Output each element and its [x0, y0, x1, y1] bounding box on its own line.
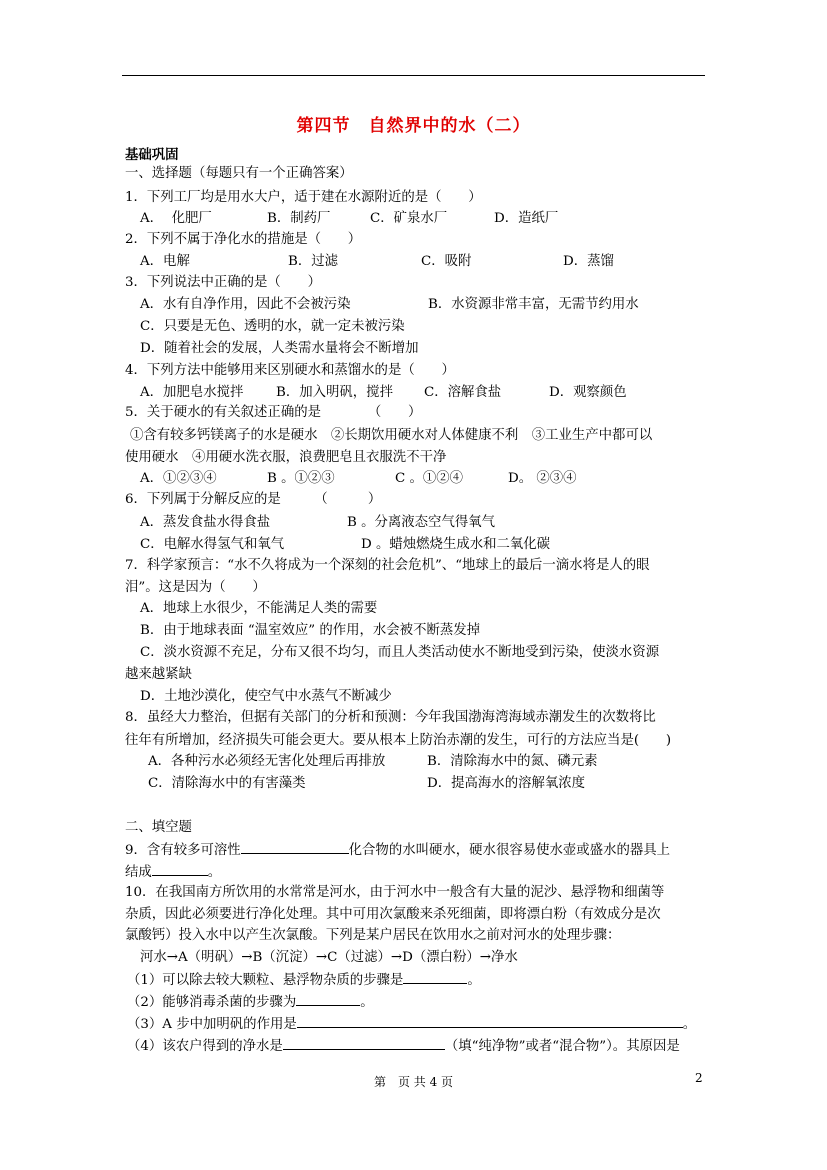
q8-option-a: A．各种污水必须经无害化处理后再排放 [148, 754, 386, 769]
q3-option-b: B．水资源非常丰富，无需节约用水 [428, 297, 639, 312]
q9-mid: 化合物的水叫硬水，硬水很容易使水壶或盛水的器具上 [348, 843, 671, 858]
q1-option-c: C．矿泉水厂 [370, 211, 448, 226]
q10-sub3-end: 。 [682, 1017, 697, 1032]
page-title: 第四节 自然界中的水（二） [296, 116, 531, 136]
header-rule [122, 75, 705, 76]
q4-option-d: D．观察颜色 [549, 385, 627, 400]
q4-option-b: B．加入明矾，搅拌 [276, 385, 393, 400]
q7-option-a: A．地球上水很少，不能满足人类的需要 [140, 601, 378, 616]
q10-sub2-end: 。 [360, 995, 374, 1010]
q6-option-a: A．蒸发食盐水得食盐 [140, 515, 271, 530]
q8-option-d: D．提高海水的溶解氧浓度 [427, 776, 586, 791]
q7-option-c-line2: 越来越紧缺 [125, 667, 192, 682]
page-number: 2 [695, 1071, 703, 1085]
q5-line2: 使用硬水 ④用硬水洗衣服，浪费肥皂且衣服洗不干净 [125, 450, 447, 465]
q10-sub4 [127, 1035, 680, 1057]
q2-stem: 2．下列不属于净化水的措施是（ ） [125, 232, 362, 247]
q7-line1: 7．科学家预言：“水不久将成为一个深刻的社会危机”、“地球上的最后一滴水将是人的眼 [125, 558, 650, 573]
q9-line2 [125, 861, 221, 883]
q8-line2: 往年有所增加，经济损失可能会更大。要从根本上防治赤潮的发生，可行的方法应当是( ) [125, 733, 672, 748]
q1-option-a: A． 化肥厂 [140, 211, 212, 226]
q6-option-b: B 。分离液态空气得氧气 [347, 515, 496, 530]
q9-blank-2[interactable] [152, 861, 208, 876]
q8-line1: 8．虽经大力整治，但据有关部门的分析和预测：今年我国渤海湾海域赤潮发生的次数将比 [125, 710, 656, 725]
part1-heading: 一、选择题（每题只有一个正确答案） [125, 166, 353, 181]
section-heading: 基础巩固 [125, 147, 179, 163]
q10-sub2 [127, 991, 374, 1013]
q4-stem: 4．下列方法中能够用来区别硬水和蒸馏水的是（ ） [125, 363, 455, 378]
q5-option-d: D。 ②③④ [508, 471, 577, 486]
q9-blank-1[interactable] [241, 839, 349, 854]
q4-option-a: A．加肥皂水搅拌 [140, 385, 244, 400]
q10-sub1 [127, 969, 481, 991]
q7-option-b: B．由于地球表面 “温室效应” 的作用，水会被不断蒸发掉 [140, 623, 481, 638]
q3-stem: 3．下列说法中正确的是（ ） [125, 275, 321, 290]
q1-option-d: D．造纸厂 [494, 211, 559, 226]
q8-option-b: B．清除海水中的氮、磷元素 [427, 754, 598, 769]
q5-option-c: C 。①②④ [395, 471, 464, 486]
q7-line2: 泪”。这是因为（ ） [125, 580, 266, 595]
q9-pre2: 结成 [125, 865, 152, 880]
q10-blank-2[interactable] [296, 991, 360, 1006]
q2-option-a: A．电解 [140, 254, 190, 269]
q10-sub4-text: （4）该农户得到的净水是 [127, 1039, 283, 1054]
q1-option-b: B．制药厂 [267, 211, 331, 226]
q10-line3: 氯酸钙）投入水中以产生次氯酸。下列是某户居民在饮用水之前对河水的处理步骤： [125, 928, 621, 943]
q10-line2: 杂质，因此必须要进行净化处理。其中可用次氯酸来杀死细菌，即将漂白粉（有效成分是次 [125, 907, 661, 922]
q2-option-b: B．过滤 [288, 254, 339, 269]
q10-sub3 [127, 1013, 696, 1035]
part2-heading: 二、填空题 [125, 820, 192, 835]
q4-option-c: C．溶解食盐 [424, 385, 502, 400]
q9-pre: 9．含有较多可溶性 [125, 843, 241, 858]
q2-option-c: C．吸附 [421, 254, 472, 269]
q2-option-d: D．蒸馏 [563, 254, 614, 269]
q5-option-a: A．①②③④ [140, 471, 217, 486]
q7-option-d: D．土地沙漠化，使空气中水蒸气不断减少 [140, 689, 392, 704]
q6-option-c: C．电解水得氢气和氧气 [140, 537, 285, 552]
q10-steps: 河水→A（明矾）→B（沉淀）→C（过滤）→D（漂白粉）→净水 [140, 950, 518, 965]
q10-sub2-text: （2）能够消毒杀菌的步骤为 [127, 995, 297, 1010]
q10-line1: 10．在我国南方所饮用的水常常是河水，由于河水中一般含有大量的泥沙、悬浮物和细菌等 [125, 885, 665, 900]
q10-sub4-end: （填“纯净物”或者“混合物”）。其原因是 [444, 1039, 680, 1054]
q8-option-c: C．清除海水中的有害藻类 [148, 776, 306, 791]
q6-option-d: D 。蜡烛燃烧生成水和二氧化碳 [361, 537, 551, 552]
q9-end: 。 [207, 865, 222, 880]
q5-line1: ①含有较多钙镁离子的水是硬水 ②长期饮用硬水对人体健康不利 ③工业生产中都可以 [130, 428, 653, 443]
q5-stem: 5．关于硬水的有关叙述正确的是 （ ） [125, 405, 422, 420]
q10-blank-3[interactable] [297, 1013, 683, 1028]
q6-stem: 6．下列属于分解反应的是 （ ） [125, 492, 382, 507]
page-footer: 第 页 共 4 页 [373, 1075, 454, 1089]
q3-option-a: A．水有自净作用，因此不会被污染 [140, 297, 351, 312]
q3-option-c: C．只要是无色、透明的水，就一定未被污染 [140, 319, 405, 334]
q10-blank-4[interactable] [283, 1035, 445, 1050]
q10-sub3-text: （3）A 步中加明矾的作用是 [127, 1017, 297, 1032]
q10-blank-1[interactable] [403, 969, 467, 984]
q1-stem: 1．下列工厂均是用水大户，适于建在水源附近的是（ ） [125, 190, 482, 205]
q10-sub1-text: （1）可以除去较大颗粒、悬浮物杂质的步骤是 [127, 973, 404, 988]
q9-line1 [125, 839, 670, 861]
q3-option-d: D．随着社会的发展，人类需水量将会不断增加 [140, 341, 419, 356]
q7-option-c-line1: C．淡水资源不充足，分布又很不均匀，而且人类活动使水不断地受到污染，使淡水资源 [140, 645, 660, 660]
q10-sub1-end: 。 [467, 973, 481, 988]
q5-option-b: B 。①②③ [267, 471, 335, 486]
